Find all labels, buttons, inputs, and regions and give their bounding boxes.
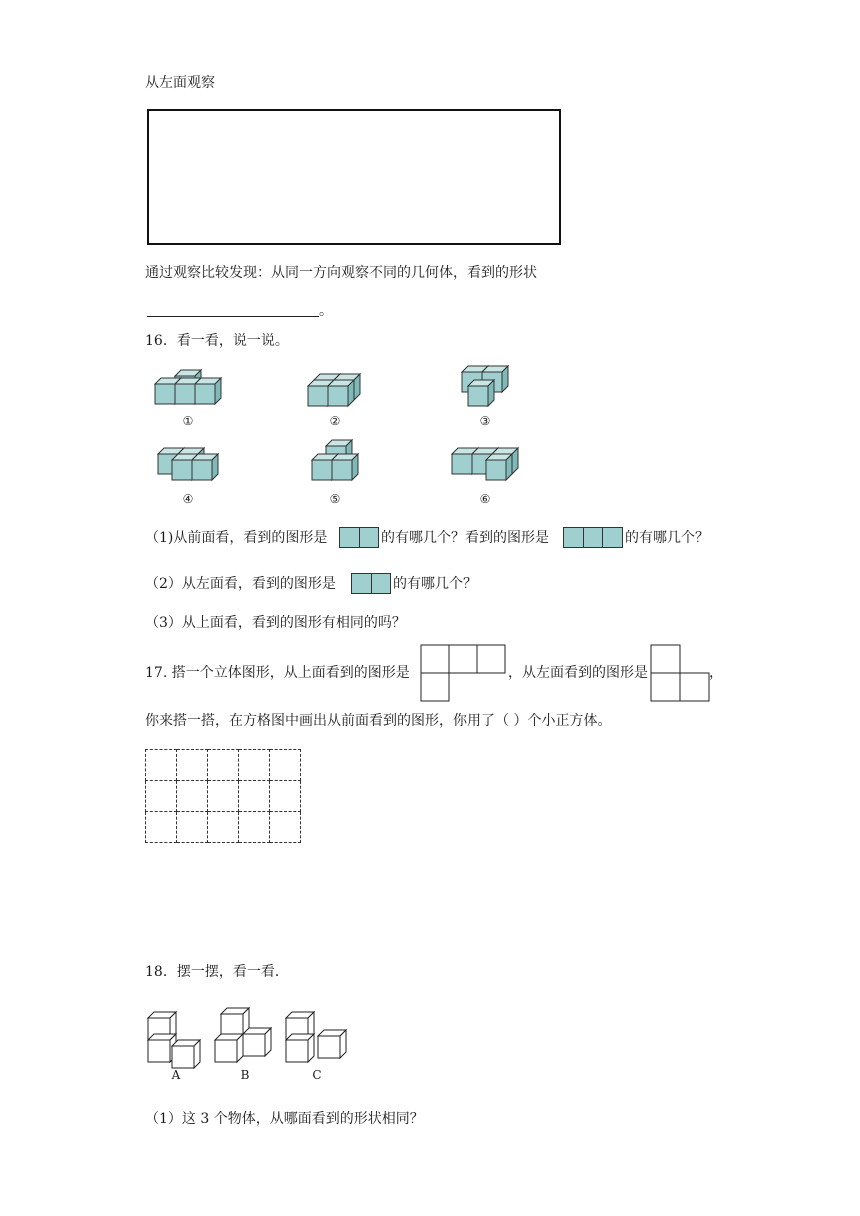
left-view-label: 从左面观察	[145, 75, 215, 91]
top-view-shape	[420, 644, 510, 704]
figure-label-6: ⑥	[479, 492, 491, 506]
figure-a-cubes	[148, 1012, 200, 1068]
figure-label-1: ①	[182, 414, 194, 428]
figure-label-b: B	[240, 1068, 250, 1082]
q16-cube-figures	[0, 0, 860, 520]
q16-sub2-part-b: 的有哪几个？	[393, 576, 477, 592]
figure-b-cubes	[215, 1008, 271, 1062]
figure-label-2: ②	[329, 414, 341, 428]
left-view-shape	[650, 644, 712, 704]
figure-4-cubes	[158, 448, 218, 480]
figure-3-cubes	[462, 366, 508, 406]
conclusion-text: 通过观察比较发现：从同一方向观察不同的几何体，看到的形状	[145, 265, 537, 281]
q16-sub2-part-a: （2）从左面看，看到的图形是	[145, 576, 336, 592]
figure-c-cubes	[286, 1012, 346, 1062]
figure-label-a: A	[171, 1068, 181, 1082]
q16-sub1-part-a: （1)从前面看，看到的图形是	[145, 530, 328, 546]
q16-sub1-part-b: 的有哪几个？看到的图形是	[381, 530, 549, 546]
q18-cube-figures	[0, 1008, 860, 1088]
figure-5-cubes	[312, 440, 358, 480]
figure-1-cubes	[155, 370, 221, 404]
two-square-shape	[339, 527, 379, 548]
q17-line1-part-a: 17. 搭一个立体图形，从上面看到的图形是	[145, 665, 410, 681]
figure-label-c: C	[312, 1068, 322, 1082]
figure-label-4: ④	[182, 492, 194, 506]
figure-2-cubes	[308, 374, 360, 406]
three-square-shape	[563, 527, 623, 548]
q16-title: 16．看一看，说一说。	[145, 333, 289, 349]
q17-line1-part-c: ，	[709, 665, 723, 681]
two-square-shape-left	[351, 573, 391, 594]
q16-sub1-part-c: 的有哪几个？	[625, 530, 709, 546]
q17-line2: 你来搭一搭，在方格图中画出从前面看到的图形，你用了（ ）个小正方体。	[145, 713, 612, 729]
drawing-grid[interactable]	[145, 749, 301, 843]
conclusion-end: 。	[319, 303, 333, 319]
q18-sub1: （1）这 3 个物体，从哪面看到的形状相同？	[145, 1111, 424, 1127]
q17-line1-part-b: ，从左面看到的图形是	[508, 665, 648, 681]
q18-title: 18．摆一摆，看一看．	[145, 964, 289, 980]
figure-label-3: ③	[479, 414, 491, 428]
figure-6-cubes	[452, 448, 518, 480]
figure-label-5: ⑤	[329, 492, 341, 506]
q16-sub3: （3）从上面看，看到的图形有相同的吗？	[145, 615, 406, 631]
